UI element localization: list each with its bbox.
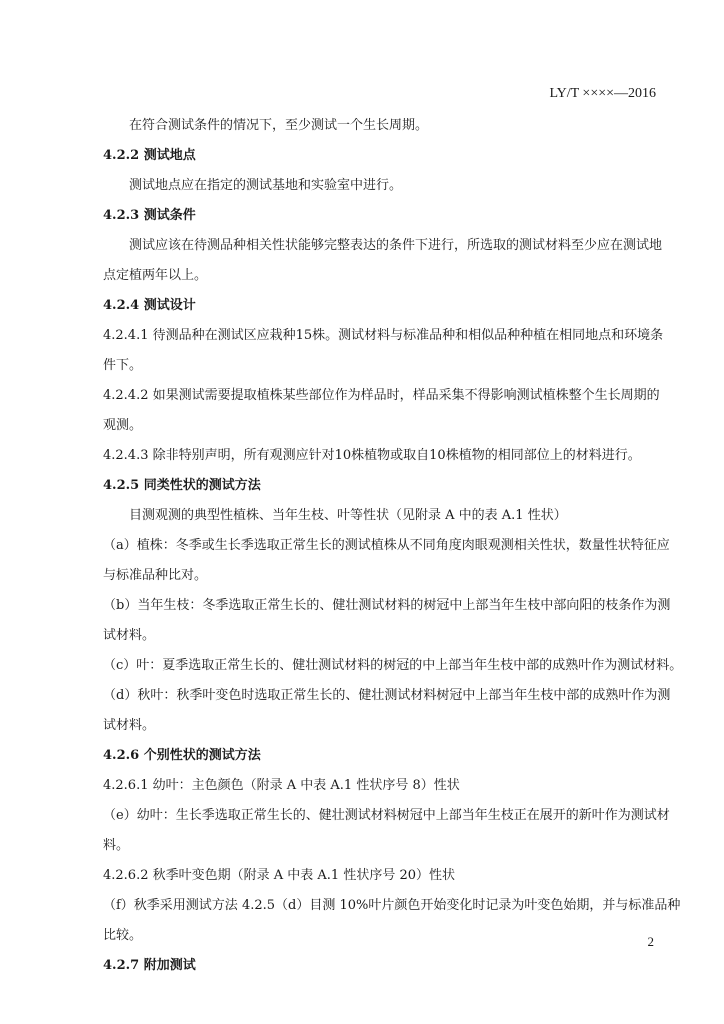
page-number: 2 bbox=[647, 934, 654, 949]
item-c: （c）叶：夏季选取正常生长的、健壮测试材料的树冠的中上部当年生枝中部的成熟叶作为测试材料。 bbox=[103, 658, 683, 673]
paragraph-line: 在符合测试条件的情况下，至少测试一个生长周期。 bbox=[129, 118, 429, 133]
section-heading-4-2-4: 4.2.4 测试设计 bbox=[103, 298, 196, 313]
section-heading-4-2-2: 4.2.2 测试地点 bbox=[103, 148, 196, 163]
clause-4-2-4-3: 4.2.4.3 除非特别声明，所有观测应针对10株植物或取自10株植物的相同部位上的材料进行。 bbox=[103, 448, 641, 463]
section-heading-4-2-7: 4.2.7 附加测试 bbox=[103, 958, 196, 973]
clause-4-2-4-1: 4.2.4.1 待测品种在测试区应栽种15株。测试材料与标准品种和相似品种种植在相同地点和环境条 bbox=[103, 328, 664, 343]
paragraph-line: 观测。 bbox=[103, 418, 143, 433]
clause-4-2-6-1: 4.2.6.1 幼叶：主色颜色（附录 A 中表 A.1 性状序号 8）性状 bbox=[103, 778, 460, 793]
item-a: （a）植株：冬季或生长季选取正常生长的测试植株从不同角度肉眼观测相关性状，数量性状特征应 bbox=[103, 538, 670, 553]
clause-4-2-6-2: 4.2.6.2 秋季叶变色期（附录 A 中表 A.1 性状序号 20）性状 bbox=[103, 868, 455, 883]
paragraph-line: 件下。 bbox=[103, 358, 143, 373]
item-b: （b）当年生枝：冬季选取正常生长的、健壮测试材料的树冠中上部当年生枝中部向阳的枝条作为测 bbox=[103, 598, 671, 613]
paragraph-line: 目测观测的典型性植株、当年生枝、叶等性状（见附录 A 中的表 A.1 性状） bbox=[129, 508, 567, 523]
paragraph-line: 试材料。 bbox=[103, 628, 156, 643]
item-e: （e）幼叶：生长季选取正常生长的、健壮测试材料树冠中上部当年生枝正在展开的新叶作为测试材 bbox=[103, 808, 670, 823]
item-f: （f）秋季采用测试方法 4.2.5（d）目测 10%叶片颜色开始变化时记录为叶变色始期，并与标准品种 bbox=[103, 898, 681, 913]
clause-4-2-4-2: 4.2.4.2 如果测试需要提取植株某些部位作为样品时，样品采集不得影响测试植株整个生长周期的 bbox=[103, 388, 660, 403]
paragraph-line: 料。 bbox=[103, 838, 130, 853]
paragraph-line: 测试应该在待测品种相关性状能够完整表达的条件下进行，所选取的测试材料至少应在测试地 bbox=[129, 238, 663, 253]
section-heading-4-2-6: 4.2.6 个别性状的测试方法 bbox=[103, 748, 261, 763]
standard-code: LY/T ××××—2016 bbox=[549, 86, 656, 101]
paragraph-line: 与标准品种比对。 bbox=[103, 568, 208, 583]
section-heading-4-2-5: 4.2.5 同类性状的测试方法 bbox=[103, 478, 261, 493]
paragraph-line: 试材料。 bbox=[103, 718, 156, 733]
paragraph-line: 比较。 bbox=[103, 928, 143, 943]
section-heading-4-2-3: 4.2.3 测试条件 bbox=[103, 208, 196, 223]
item-d: （d）秋叶：秋季叶变色时选取正常生长的、健壮测试材料树冠中上部当年生枝中部的成熟叶作为测 bbox=[103, 688, 671, 703]
paragraph-line: 测试地点应在指定的测试基地和实验室中进行。 bbox=[129, 178, 403, 193]
paragraph-line: 点定植两年以上。 bbox=[103, 268, 208, 283]
body-text bbox=[103, 111, 683, 981]
